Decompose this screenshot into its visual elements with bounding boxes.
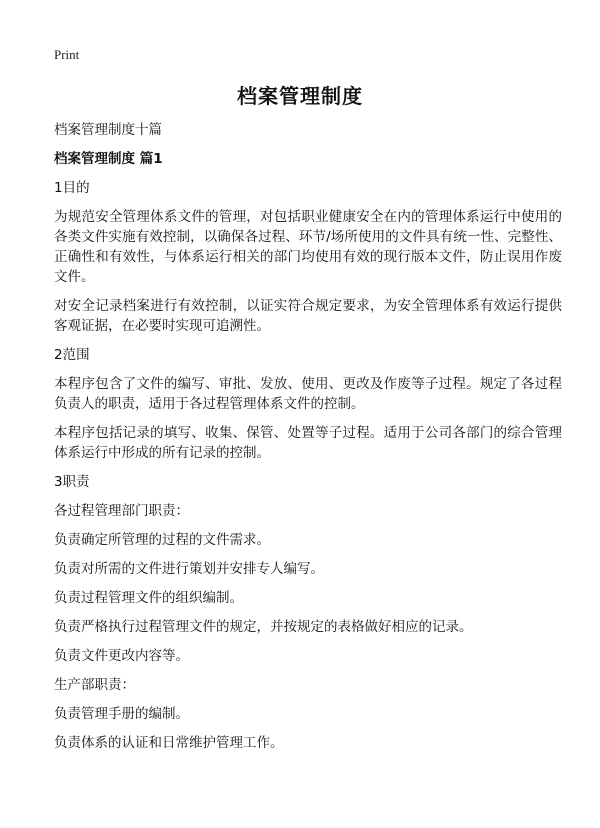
paragraph: 负责严格执行过程管理文件的规定，并按规定的表格做好相应的记录。 bbox=[54, 619, 473, 635]
paragraph: 负责体系的认证和日常维护管理工作。 bbox=[54, 735, 284, 751]
paragraph: 负责确定所管理的过程的文件需求。 bbox=[54, 532, 270, 548]
section-heading-scope: 2范围 bbox=[54, 347, 90, 363]
section-heading-responsibilities: 3职责 bbox=[54, 474, 90, 490]
paragraph: 负责对所需的文件进行策划并安排专人编写。 bbox=[54, 561, 324, 577]
paragraph: 负责管理手册的编制。 bbox=[54, 706, 189, 722]
paragraph: 负责文件更改内容等。 bbox=[54, 648, 189, 664]
paragraph: 对安全记录档案进行有效控制，以证实符合规定要求，为安全管理体系有效运行提供客观证据，在必要时实现可追溯性。 bbox=[54, 298, 562, 334]
section-title: 档案管理制度 篇1 bbox=[54, 151, 163, 167]
document-body bbox=[54, 120, 562, 762]
paragraph: 本程序包括记录的填写、收集、保管、处置等子过程。适用于公司各部门的综合管理体系运行中形成的所有记录的控制。 bbox=[54, 425, 562, 461]
paragraph: 为规范安全管理体系文件的管理，对包括职业健康安全在内的管理体系运行中使用的各类文件实施有效控制，以确保各过程、环节/场所使用的文件具有统一性、完整性、正确性和有效性，与体系运行相关的部门均使用有效的现行版本文件，防止误用作废文件。 bbox=[54, 209, 562, 285]
section-heading-purpose: 1目的 bbox=[54, 180, 90, 196]
paragraph: 本程序包含了文件的编写、审批、发放、使用、更改及作废等子过程。规定了各过程负责人的职责，适用于各过程管理体系文件的控制。 bbox=[54, 376, 562, 412]
paragraph: 各过程管理部门职责： bbox=[54, 503, 189, 519]
document-title: 档案管理制度 bbox=[237, 84, 363, 108]
document-subtitle: 档案管理制度十篇 bbox=[54, 122, 162, 138]
print-label: Print bbox=[54, 47, 80, 62]
paragraph: 生产部职责： bbox=[54, 677, 135, 693]
paragraph: 负责过程管理文件的组织编制。 bbox=[54, 590, 243, 606]
